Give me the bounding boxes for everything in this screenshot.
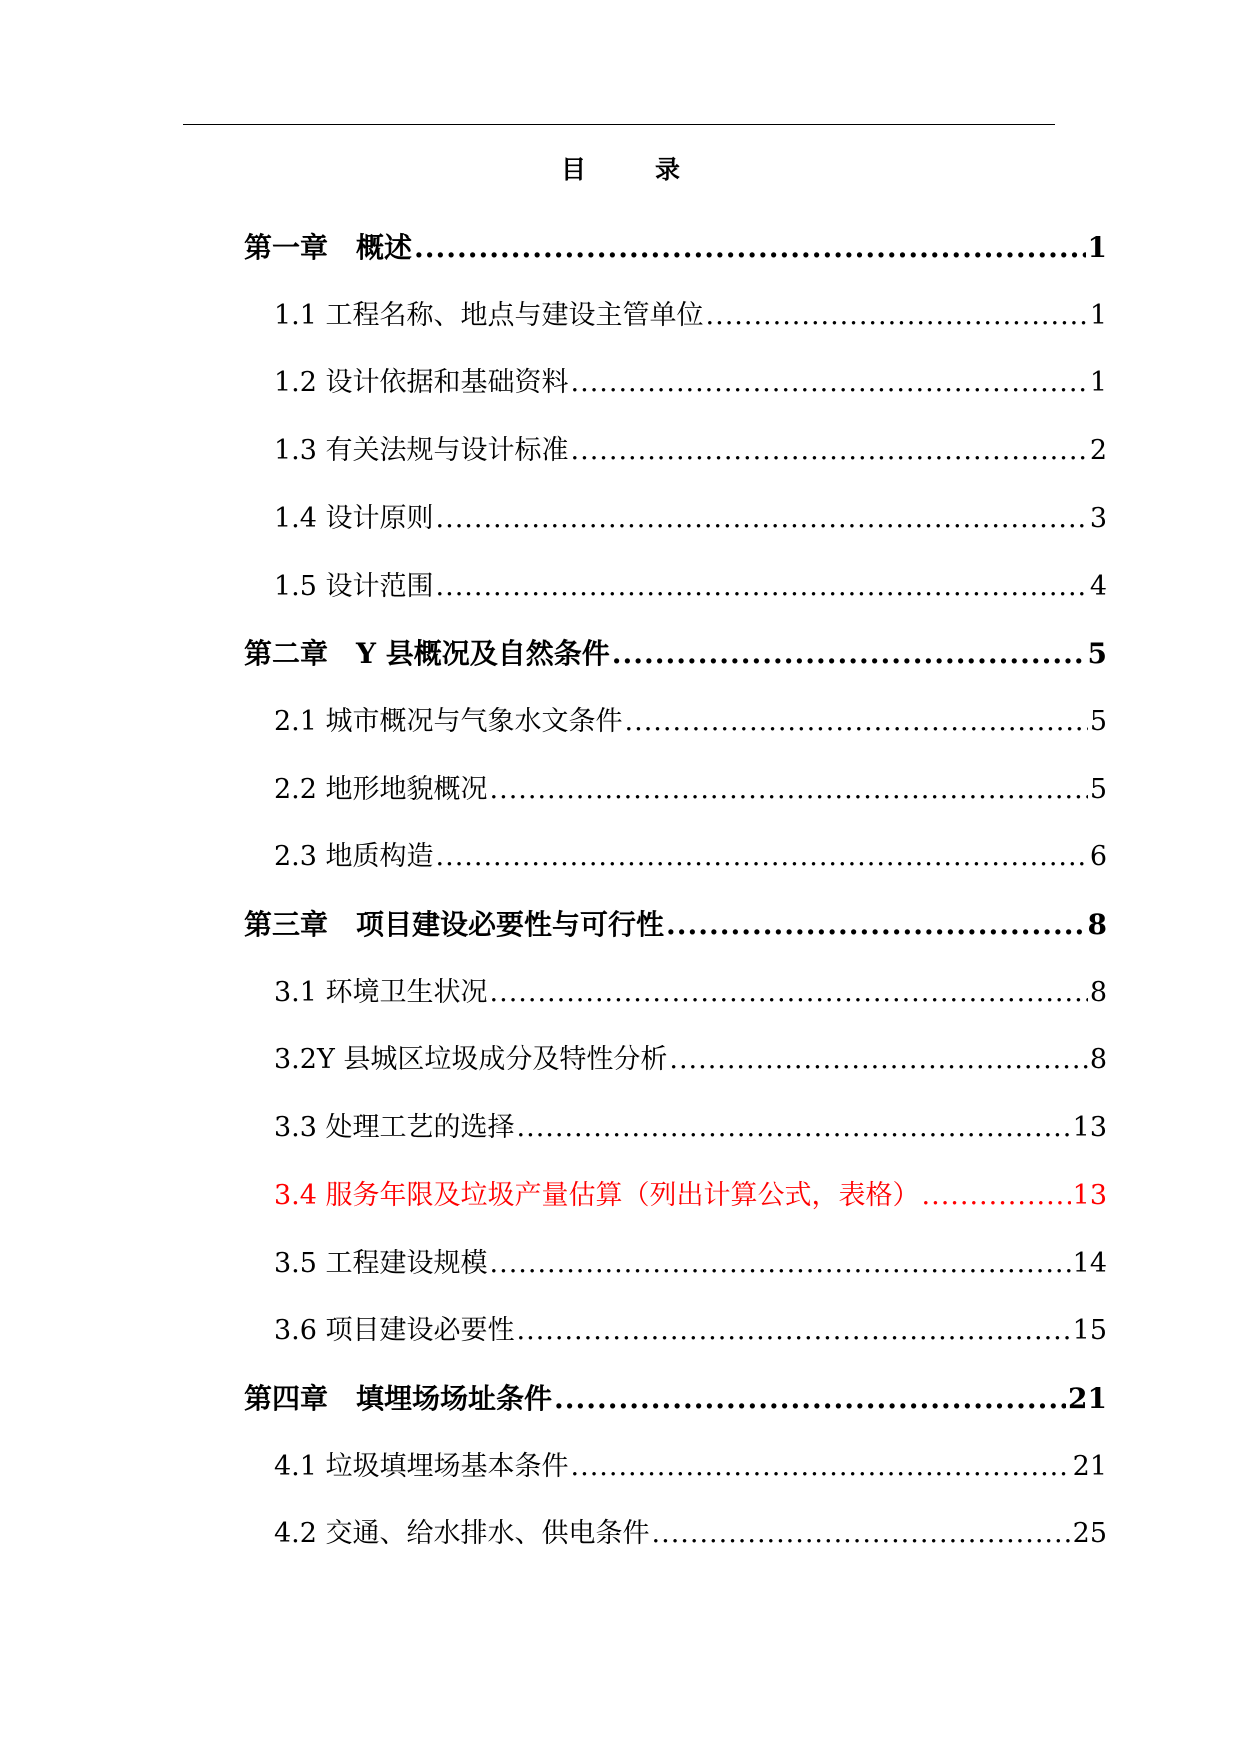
toc-dot-leader [706,296,1088,336]
toc-dot-leader [490,1244,1071,1284]
toc-page-number: 5 [1087,637,1107,671]
toc-dot-leader [436,567,1088,607]
toc-chapter-entry[interactable] [244,228,1107,268]
toc-entry-label: 1.1 工程名称、地点与建设主管单位 [274,299,704,331]
toc-dot-leader [517,1311,1071,1351]
toc-page-number: 1 [1089,367,1107,399]
toc-page-number: 13 [1072,1112,1107,1144]
toc-dot-leader [652,1514,1071,1554]
toc-page-number: 8 [1087,908,1107,941]
toc-section-entry[interactable] [274,296,1107,336]
toc-entry-label: 第三章 项目建设必要性与可行性 [244,908,665,941]
toc-dot-leader [666,905,1086,945]
toc-section-entry[interactable] [274,567,1107,607]
toc-chapter-entry[interactable] [244,1379,1107,1419]
toc-dot-leader [436,499,1088,539]
toc-section-entry[interactable] [274,702,1107,742]
toc-dot-leader [922,1176,1071,1216]
toc-entry-label: 3.1 环境卫生状况 [274,976,488,1008]
toc-entry-label: 1.5 设计范围 [274,570,434,602]
toc-section-entry[interactable] [274,1311,1107,1351]
toc-section-entry[interactable] [274,1176,1107,1216]
toc-page-number: 6 [1089,841,1107,873]
toc-section-entry[interactable] [274,1447,1107,1487]
toc-dot-leader [436,837,1088,877]
toc-section-entry[interactable] [274,1108,1107,1148]
toc-entry-label: 4.2 交通、给水排水、供电条件 [274,1518,650,1550]
toc-chapter-entry[interactable] [244,905,1107,945]
toc-page-number: 5 [1089,705,1107,737]
toc-page-number: 8 [1089,1044,1107,1076]
toc-entry-label: 3.2Y 县城区垃圾成分及特性分析 [274,1044,668,1076]
toc-dot-leader [554,1379,1066,1419]
toc-dot-leader [517,1108,1071,1148]
toc-title: 目 录 [560,155,702,184]
toc-section-entry[interactable] [274,770,1107,810]
toc-entry-label: 1.2 设计依据和基础资料 [274,367,569,399]
toc-section-entry[interactable] [274,363,1107,403]
toc-entry-label: 3.5 工程建设规模 [274,1247,488,1279]
toc-page-number: 21 [1068,1381,1107,1415]
toc-entry-label: 3.6 项目建设必要性 [274,1315,515,1347]
toc-section-entry[interactable] [274,499,1107,539]
toc-dot-leader [490,770,1088,810]
toc-entry-label: 4.1 垃圾填埋场基本条件 [274,1450,569,1482]
toc-dot-leader [571,431,1088,471]
toc-entry-label: 2.3 地质构造 [274,841,434,873]
toc-dot-leader [612,634,1086,674]
toc-dot-leader [571,363,1088,403]
toc-page-number: 1 [1089,299,1107,331]
toc-entry-label: 2.1 城市概况与气象水文条件 [274,705,623,737]
toc-dot-leader [571,1447,1071,1487]
toc-entry-label: 1.4 设计原则 [274,502,434,534]
toc-page-number: 15 [1072,1315,1107,1347]
toc-page-number: 13 [1072,1179,1107,1211]
toc-section-entry[interactable] [274,1244,1107,1284]
toc-page-number: 21 [1072,1450,1107,1482]
header-rule [183,124,1055,125]
toc-page-number: 3 [1089,502,1107,534]
toc-section-entry[interactable] [274,837,1107,877]
toc-section-entry[interactable] [274,1514,1107,1554]
toc-page-number: 2 [1089,435,1107,467]
toc-section-entry[interactable] [274,1040,1107,1080]
toc-dot-leader [625,702,1088,742]
toc-dot-leader [414,228,1086,268]
toc-entry-label: 3.3 处理工艺的选择 [274,1112,515,1144]
toc-dot-leader [490,973,1088,1013]
toc-entry-label: 第四章 填埋场场址条件 [244,1381,553,1415]
toc-entry-label: 1.3 有关法规与设计标准 [274,435,569,467]
toc-page-number: 14 [1072,1247,1107,1279]
toc-entry-label: 2.2 地形地貌概况 [274,773,488,805]
toc-page-number: 4 [1089,570,1107,602]
toc-section-entry[interactable] [274,973,1107,1013]
toc-page-number: 8 [1089,976,1107,1008]
toc-page-number: 5 [1089,773,1107,805]
toc-dot-leader [669,1040,1087,1080]
toc-entry-label: 第一章 概述 [244,231,413,264]
toc-section-entry[interactable] [274,431,1107,471]
toc-entry-label: 3.4 服务年限及垃圾产量估算（列出计算公式，表格） [274,1179,920,1211]
toc-page-number: 25 [1072,1518,1107,1550]
toc-chapter-entry[interactable] [244,634,1107,674]
toc-entry-label: 第二章 Y 县概况及自然条件 [244,637,610,671]
toc-page-number: 1 [1087,231,1107,264]
